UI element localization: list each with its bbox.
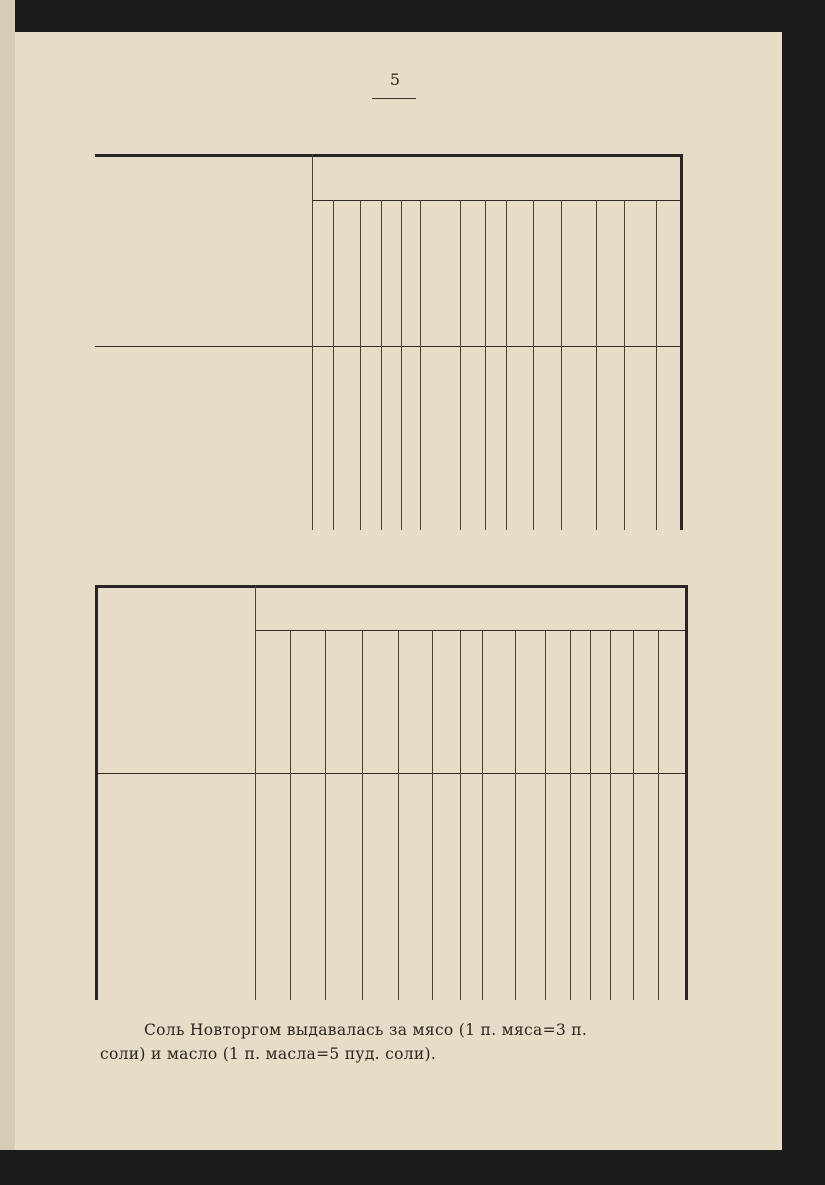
column-header bbox=[314, 204, 331, 342]
column-header bbox=[403, 204, 418, 342]
column-divider bbox=[333, 200, 334, 530]
column-divider bbox=[561, 200, 562, 530]
column-divider bbox=[420, 200, 421, 530]
column-header bbox=[462, 634, 480, 769]
column-divider bbox=[633, 630, 634, 1000]
column-divider bbox=[360, 200, 361, 530]
column-divider bbox=[506, 200, 507, 530]
column-header bbox=[547, 634, 568, 769]
org-column-divider bbox=[255, 585, 256, 1000]
page-edge-left bbox=[0, 0, 15, 1185]
column-header bbox=[257, 634, 288, 769]
table-top-rule bbox=[95, 154, 680, 157]
column-divider bbox=[658, 630, 659, 1000]
column-header bbox=[572, 634, 588, 769]
column-header bbox=[292, 634, 323, 769]
column-header bbox=[517, 634, 543, 769]
column-header bbox=[362, 204, 379, 342]
column-header bbox=[462, 204, 483, 342]
column-header bbox=[592, 634, 608, 769]
scan-background bbox=[0, 1150, 825, 1185]
column-divider bbox=[656, 200, 657, 530]
header-bottom-rule bbox=[95, 346, 680, 347]
column-divider bbox=[460, 200, 461, 530]
column-header bbox=[327, 634, 360, 769]
footnote-salt bbox=[100, 1018, 720, 1066]
column-header bbox=[364, 634, 396, 769]
page-number: 5 bbox=[389, 70, 401, 89]
column-divider bbox=[325, 630, 326, 1000]
column-divider bbox=[460, 630, 461, 1000]
column-header bbox=[383, 204, 399, 342]
column-divider bbox=[610, 630, 611, 1000]
column-header bbox=[635, 634, 656, 769]
column-header bbox=[434, 634, 458, 769]
column-header bbox=[335, 204, 358, 342]
column-divider bbox=[290, 630, 291, 1000]
column-header bbox=[612, 634, 631, 769]
column-divider bbox=[624, 200, 625, 530]
column-divider bbox=[590, 630, 591, 1000]
column-header bbox=[660, 634, 683, 769]
column-divider bbox=[482, 630, 483, 1000]
table-right-rule bbox=[680, 154, 683, 530]
column-header bbox=[422, 204, 458, 342]
column-header bbox=[563, 204, 594, 342]
column-divider bbox=[545, 630, 546, 1000]
column-divider bbox=[381, 200, 382, 530]
title-bottom-rule bbox=[255, 630, 685, 631]
column-header bbox=[626, 204, 654, 342]
org-column-divider bbox=[312, 154, 313, 530]
column-divider bbox=[432, 630, 433, 1000]
table-top-rule bbox=[95, 585, 685, 588]
page-number-rule bbox=[372, 98, 416, 99]
column-header bbox=[487, 204, 504, 342]
column-divider bbox=[596, 200, 597, 530]
table-right-rule bbox=[685, 585, 688, 1000]
column-header bbox=[598, 204, 622, 342]
header-bottom-rule bbox=[95, 773, 685, 774]
column-divider bbox=[485, 200, 486, 530]
table-left-rule bbox=[95, 585, 98, 1000]
footnote-line-1: Соль Новторгом выдавалась за мясо (1 п. мяса=3 п. bbox=[144, 1021, 588, 1039]
column-divider bbox=[570, 630, 571, 1000]
column-header bbox=[508, 204, 531, 342]
column-divider bbox=[401, 200, 402, 530]
column-divider bbox=[362, 630, 363, 1000]
column-header bbox=[400, 634, 430, 769]
column-divider bbox=[515, 630, 516, 1000]
column-header bbox=[484, 634, 513, 769]
column-header bbox=[658, 204, 678, 342]
column-divider bbox=[398, 630, 399, 1000]
column-divider bbox=[533, 200, 534, 530]
footnote-line-2: соли) и масло (1 п. масла=5 пуд. соли). bbox=[100, 1045, 437, 1063]
column-header bbox=[535, 204, 559, 342]
